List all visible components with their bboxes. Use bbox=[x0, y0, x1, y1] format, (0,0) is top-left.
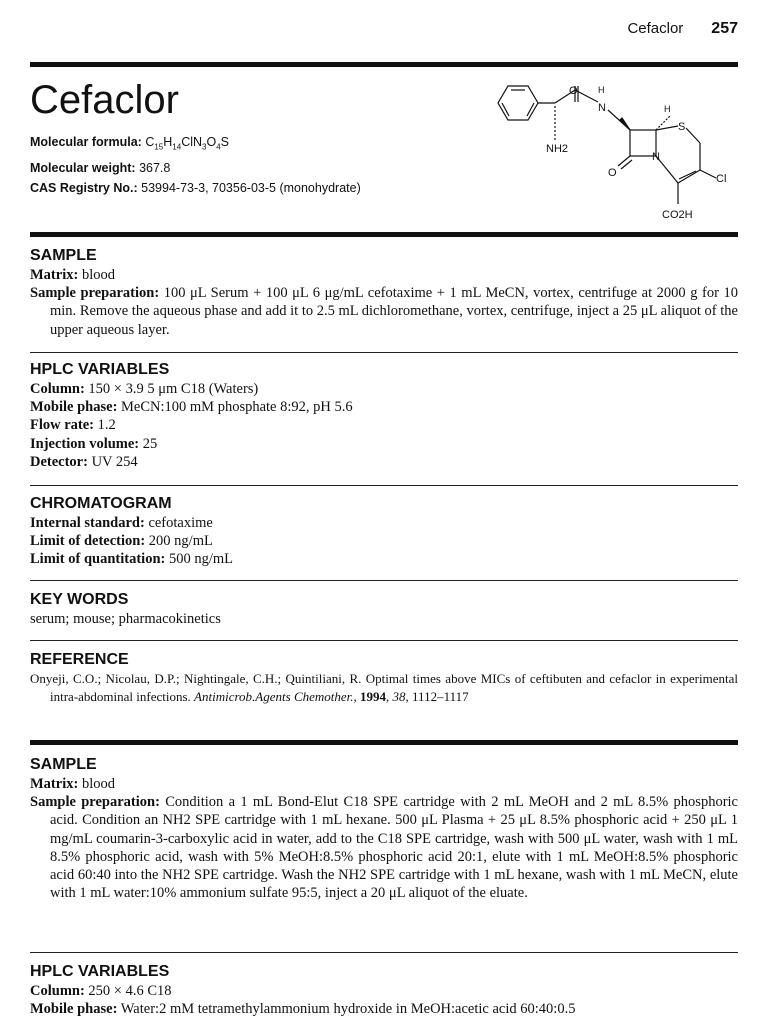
entry1-keywords-section bbox=[30, 590, 738, 628]
entry1-hplc-section: HPLC VARIABLES Column: 150 × 3.9 5 μm C18 (Waters) Mobile phase: MeCN:100 mM phosphate 8:92, pH 5.6 Flow rate: 1.2 Injection volume: 25 Detector: UV 254 bbox=[30, 360, 738, 471]
column-value: 250 × 4.6 C18 bbox=[88, 983, 172, 999]
compound-properties bbox=[30, 132, 361, 198]
section-heading: SAMPLE bbox=[30, 247, 97, 264]
entry1-sample-section: SAMPLE Matrix: blood Sample preparation: 100 μL Serum + 100 μL 6 μg/mL cefotaxime + 1 mL MeCN, vortex, centrifuge at 2000 g for 10 min. Remove the aqueous phase and add it to 2.5 mL dichloromethane, vortex, centrifuge, inject a 25 μL aliquot of the upper aqueous layer. bbox=[30, 247, 738, 338]
lod-value: 200 ng/mL bbox=[148, 533, 213, 550]
header-rule bbox=[30, 62, 738, 67]
entry1-reference-section bbox=[30, 650, 738, 706]
matrix-value: blood bbox=[81, 776, 115, 792]
loq-value: 500 ng/mL bbox=[168, 551, 234, 568]
cas-number-row: CAS Registry No.: 53994-73-3, 70356-03-5 (monohydrate) bbox=[30, 180, 361, 195]
page-number: 257 bbox=[711, 20, 738, 37]
reference-year: 1994 bbox=[360, 689, 387, 704]
mobile-phase-value: MeCN:100 mM phosphate 8:92, pH 5.6 bbox=[121, 399, 353, 416]
injection-volume-value: 25 bbox=[142, 435, 158, 452]
molecular-weight-row: Molecular weight: 367.8 bbox=[30, 160, 171, 175]
column-value: 150 × 3.9 5 μm C18 (Waters) bbox=[88, 381, 259, 397]
section-heading: CHROMATOGRAM bbox=[30, 495, 172, 512]
entry1-top-rule bbox=[30, 232, 738, 237]
journal-name: Antimicrob.Agents Chemother. bbox=[194, 689, 354, 704]
structure-label-carbonyl-o: O bbox=[569, 85, 578, 97]
entry2-sample-section: SAMPLE Matrix: blood Sample preparation: Condition a 1 mL Bond-Elut C18 SPE cartridge with 2 mL MeOH and 2 mL 8.5% phosphoric acid. Condition an NH2 SPE cartridge with 1 mL hexane. 500 μL Plasma + 25 μL 8.5% phosphoric acid + 250 μL 1 mg/mL coumarin-3-carboxylic acid in water, add to the C18 SPE cartridge, wash with 500 μL water, wash with 1 mL 8.5% phosphoric acid, wash with 5% MeOH:8.5% phosphoric acid 20:1, elute with 1 mL MeOH:8.5% phosphoric acid 60:40 into the NH2 SPE cartridge. Wash the NH2 SPE cartridge with 1 mL hexane, wash with 1 mL MeCN, elute with 1 mL water:10% ammonium sulfate 95:5, inject a 20 μL aliquot of the eluate. bbox=[30, 756, 738, 902]
section-heading: SAMPLE bbox=[30, 756, 97, 773]
structure-label-ring-n: N bbox=[652, 151, 660, 163]
matrix-value: blood bbox=[81, 267, 115, 283]
structure-label-ring-h: H bbox=[664, 104, 671, 114]
reference-pages: 1112–1117 bbox=[412, 689, 469, 704]
structure-label-amide-n: N bbox=[598, 102, 606, 114]
divider bbox=[30, 640, 738, 641]
molecular-formula-row: Molecular formula: $C_{15}H_{14}ClN_3O_4S$ bbox=[30, 135, 230, 152]
entry2-hplc-section: HPLC VARIABLES Column: 250 × 4.6 C18 Mobile phase: Water:2 mM tetramethylammonium hydroxide in MeOH:acetic acid 60:40:0.5 bbox=[30, 962, 738, 1018]
running-title: Cefaclor bbox=[627, 20, 684, 37]
section-heading: HPLC VARIABLES bbox=[30, 963, 170, 980]
keywords-value: serum; mouse; pharmacokinetics bbox=[30, 611, 221, 627]
sample-preparation: Condition a 1 mL Bond-Elut C18 SPE cartridge with 2 mL MeOH and 2 mL 8.5% phosphoric acid. Condition an NH2 SPE cartridge with 1 mL hexane. 500 μL Plasma + 25 μL 8.5% phosphoric acid + 250 μL 1 mg/mL coumarin-3-carboxylic acid in water, add to the C18 SPE cartridge, wash with 500 μL water, wash with 1 mL 8.5% phosphoric acid, wash with 5% MeOH:8.5% phosphoric acid 20:1, elute with 1 mL MeOH:8.5% phosphoric acid 60:40 into the NH2 SPE cartridge. Wash the NH2 SPE cartridge with 1 mL hexane, wash with 1 mL MeCN, elute with 1 mL water:10% ammonium sulfate 95:5, inject a 20 μL aliquot of the eluate. bbox=[50, 794, 738, 902]
divider bbox=[30, 485, 738, 486]
section-heading: KEY WORDS bbox=[30, 591, 129, 608]
section-heading: HPLC VARIABLES bbox=[30, 361, 170, 378]
divider bbox=[30, 580, 738, 581]
entry1-chromatogram-section: CHROMATOGRAM Internal standard: cefotaxime Limit of detection: 200 ng/mL Limit of quantitation: 500 ng/mL bbox=[30, 494, 738, 569]
structure-label-sulfur: S bbox=[678, 121, 686, 133]
cas-number: 53994-73-3, 70356-03-5 (monohydrate) bbox=[141, 180, 361, 195]
internal-standard-value: cefotaxime bbox=[148, 515, 213, 531]
section-heading: REFERENCE bbox=[30, 651, 129, 668]
molecular-weight: 367.8 bbox=[139, 160, 171, 175]
structure-label-carboxyl: CO2H bbox=[662, 209, 693, 221]
molecular-formula: $C_{15}H_{14}ClN_3O_4S$ bbox=[145, 135, 230, 152]
divider bbox=[30, 352, 738, 353]
structure-label-amide-h: H bbox=[598, 85, 605, 95]
running-header bbox=[30, 20, 738, 38]
mobile-phase-value: Water:2 mM tetramethylammonium hydroxide in MeOH:acetic acid 60:40:0.5 bbox=[120, 1001, 576, 1018]
divider bbox=[30, 952, 738, 953]
entry2-top-rule bbox=[30, 740, 738, 745]
structure-label-chlorine: Cl bbox=[716, 173, 727, 185]
reference-citation: Onyeji, C.O.; Nicolau, D.P.; Nightingale, C.H.; Quintiliani, R. Optimal times above MICs of ceftibuten and cefaclor in experimental intra-abdominal infections. Antimicrob.Agents Chemother., 1994, 38, 1112–1117 bbox=[30, 671, 738, 704]
reference-volume: 38 bbox=[392, 689, 406, 704]
monograph-page bbox=[30, 0, 738, 1024]
structure-diagram bbox=[490, 78, 735, 228]
detector-value: UV 254 bbox=[91, 453, 138, 470]
structure-label-nh2: NH2 bbox=[546, 143, 569, 155]
structure-label-lactam-o: O bbox=[608, 167, 617, 179]
flow-rate-value: 1.2 bbox=[97, 417, 116, 434]
sample-preparation: 100 μL Serum + 100 μL 6 μg/mL cefotaxime + 1 mL MeCN, vortex, centrifuge at 2000 g for 10 min. Remove the aqueous phase and add it to 2.5 mL dichloromethane, vortex, centrifuge, inject a 25 μL aliquot of the upper aqueous layer. bbox=[50, 285, 738, 338]
compound-title: Cefaclor bbox=[30, 78, 179, 122]
